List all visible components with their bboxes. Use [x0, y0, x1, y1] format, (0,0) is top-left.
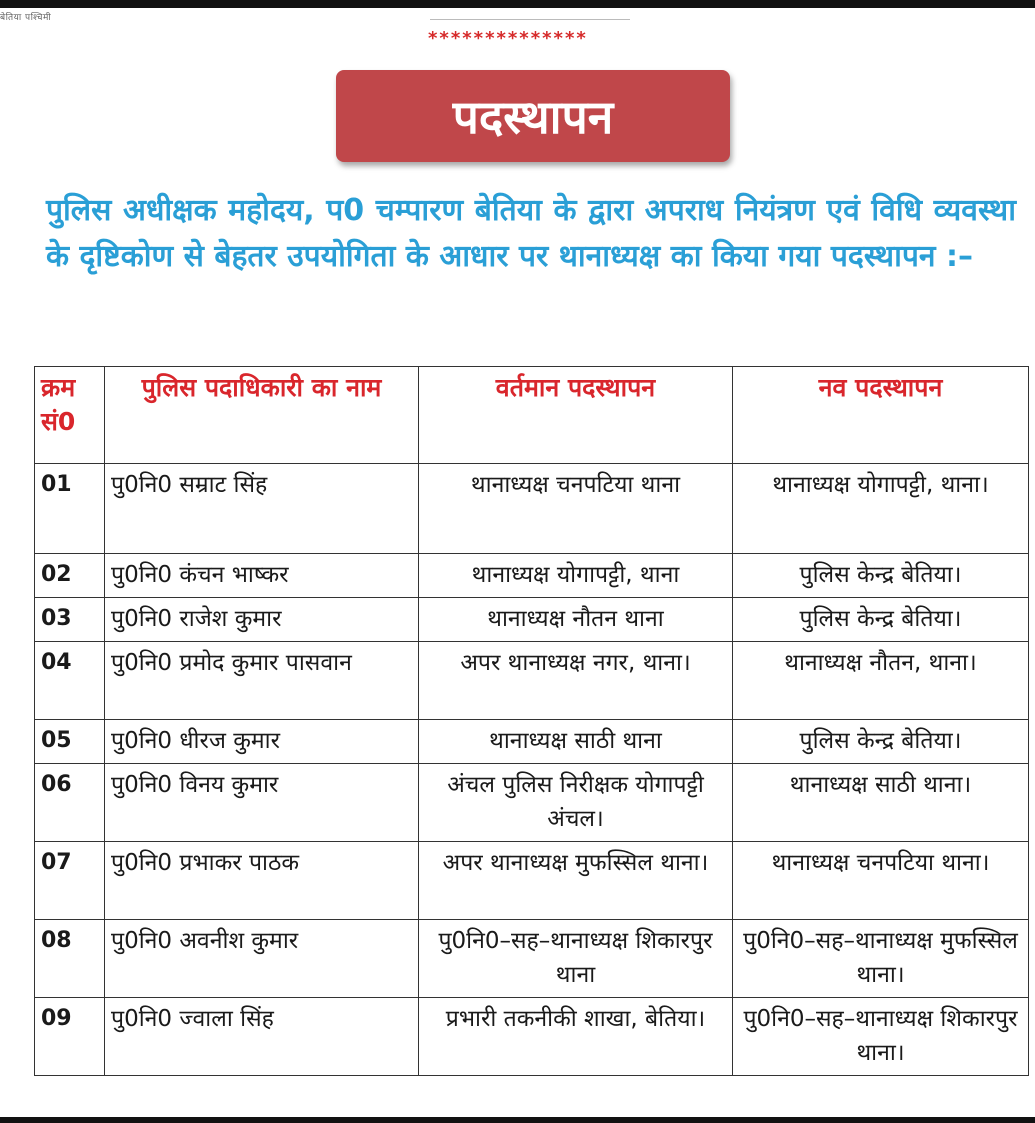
serial-cell: 07 — [35, 842, 105, 920]
officer-name-cell: पु0नि0 ज्वाला सिंह — [105, 998, 419, 1076]
serial-cell: 06 — [35, 764, 105, 842]
current-posting-cell: अपर थानाध्यक्ष नगर, थाना। — [419, 642, 733, 720]
intro-paragraph: पुलिस अधीक्षक महोदय, प0 चम्पारण बेतिया के द्वारा अपराध नियंत्रण एवं विधि व्यवस्था के दृष्टिकोण से बेहतर उपयोगिता के आधार पर थानाध्यक्ष का किया गया पदस्थापन :– — [46, 193, 1016, 274]
table-row — [35, 464, 1029, 554]
officer-name-cell: पु0नि0 कंचन भाष्कर — [105, 554, 419, 598]
serial-cell: 03 — [35, 598, 105, 642]
current-posting-cell: अपर थानाध्यक्ष मुफस्सिल थाना। — [419, 842, 733, 920]
serial-cell: 02 — [35, 554, 105, 598]
new-posting-cell: पुलिस केन्द्र बेतिया। — [733, 720, 1029, 764]
posting-table — [34, 366, 1029, 1076]
new-posting-cell: थानाध्यक्ष योगापट्टी, थाना। — [733, 464, 1029, 554]
current-posting-cell: थानाध्यक्ष नौतन थाना — [419, 598, 733, 642]
top-border-bar — [0, 0, 1035, 8]
serial-cell: 05 — [35, 720, 105, 764]
officer-name-cell: पु0नि0 राजेश कुमार — [105, 598, 419, 642]
officer-name-cell: पु0नि0 प्रभाकर पाठक — [105, 842, 419, 920]
current-posting-cell: थानाध्यक्ष योगापट्टी, थाना — [419, 554, 733, 598]
title-banner — [336, 70, 730, 162]
new-posting-cell: थानाध्यक्ष चनपटिया थाना। — [733, 842, 1029, 920]
new-posting-cell: पुलिस केन्द्र बेतिया। — [733, 598, 1029, 642]
bottom-border-bar — [0, 1117, 1035, 1123]
table-row — [35, 998, 1029, 1076]
officer-name-cell: पु0नि0 विनय कुमार — [105, 764, 419, 842]
new-posting-cell: पु0नि0–सह–थानाध्यक्ष मुफस्सिल थाना। — [733, 920, 1029, 998]
officer-name-cell: पु0नि0 धीरज कुमार — [105, 720, 419, 764]
officer-name-cell: पु0नि0 अवनीश कुमार — [105, 920, 419, 998]
current-posting-cell: पु0नि0–सह–थानाध्यक्ष शिकारपुर थाना — [419, 920, 733, 998]
officer-name-cell: पु0नि0 प्रमोद कुमार पासवान — [105, 642, 419, 720]
banner-title: पदस्थापन — [452, 90, 614, 144]
serial-cell: 01 — [35, 464, 105, 554]
current-posting-cell: प्रभारी तकनीकी शाखा, बेतिया। — [419, 998, 733, 1076]
serial-cell: 09 — [35, 998, 105, 1076]
table-row — [35, 642, 1029, 720]
header-serial: क्रम सं0 — [35, 367, 105, 464]
current-posting-cell: अंचल पुलिस निरीक्षक योगापट्टी अंचल। — [419, 764, 733, 842]
table-header-row — [35, 367, 1029, 464]
star-divider: ************** — [428, 28, 588, 49]
new-posting-cell: पु0नि0–सह–थानाध्यक्ष शिकारपुर थाना। — [733, 998, 1029, 1076]
table-row — [35, 920, 1029, 998]
current-posting-cell: थानाध्यक्ष साठी थाना — [419, 720, 733, 764]
serial-cell: 08 — [35, 920, 105, 998]
table-row — [35, 842, 1029, 920]
table-row — [35, 554, 1029, 598]
new-posting-cell: पुलिस केन्द्र बेतिया। — [733, 554, 1029, 598]
header-new-posting: नव पदस्थापन — [733, 367, 1029, 464]
serial-cell: 04 — [35, 642, 105, 720]
table-row — [35, 764, 1029, 842]
header-officer-name: पुलिस पदाधिकारी का नाम — [105, 367, 419, 464]
table-row — [35, 598, 1029, 642]
officer-name-cell: पु0नि0 सम्राट सिंह — [105, 464, 419, 554]
current-posting-cell: थानाध्यक्ष चनपटिया थाना — [419, 464, 733, 554]
corner-caption: बेतिया पश्चिमी — [0, 13, 52, 23]
new-posting-cell: थानाध्यक्ष साठी थाना। — [733, 764, 1029, 842]
table-row — [35, 720, 1029, 764]
new-posting-cell: थानाध्यक्ष नौतन, थाना। — [733, 642, 1029, 720]
header-divider — [430, 19, 630, 20]
header-current-posting: वर्तमान पदस्थापन — [419, 367, 733, 464]
